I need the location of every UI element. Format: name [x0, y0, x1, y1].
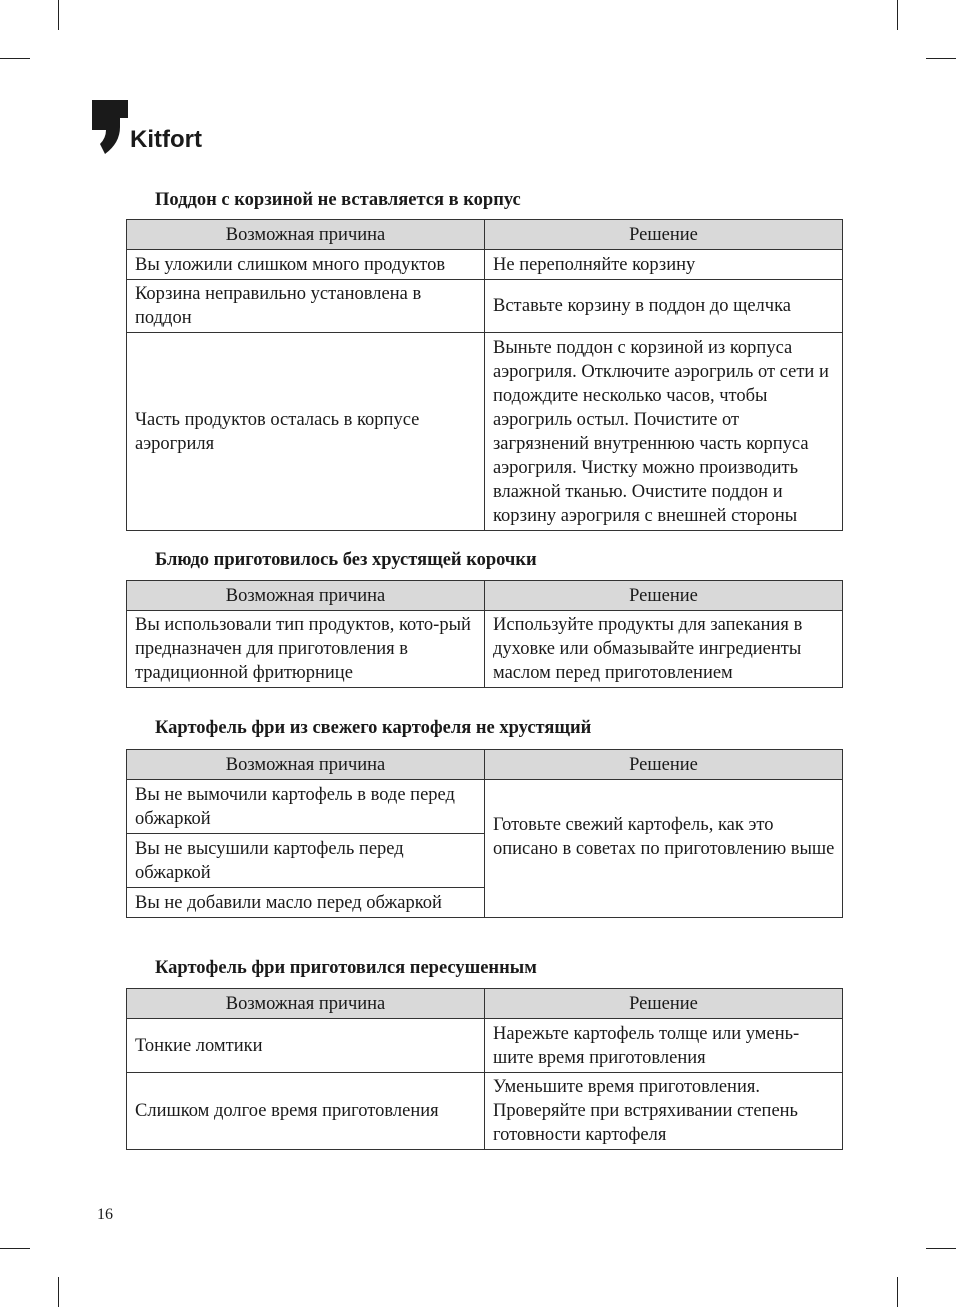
table-row	[127, 333, 843, 531]
column-header-solution: Решение	[485, 581, 843, 611]
cause-cell: Корзина неправильно установлена в поддон	[127, 280, 485, 333]
page-number: 16	[97, 1206, 113, 1223]
crop-mark	[58, 1277, 59, 1307]
column-header-solution: Решение	[485, 750, 843, 780]
troubleshooting-table	[126, 988, 843, 1150]
crop-mark	[897, 1277, 898, 1307]
column-header-solution: Решение	[485, 989, 843, 1019]
cause-cell: Вы не высушили картофель перед обжаркой	[127, 834, 485, 888]
cause-cell: Вы не вымочили картофель в воде перед обжаркой	[127, 780, 485, 834]
column-header-solution: Решение	[485, 220, 843, 250]
table-row	[127, 1073, 843, 1150]
solution-cell: Выньте поддон с корзиной из корпуса аэрогриля. Отключите аэрогриль от сети и подождите несколько часов, чтобы аэрогриль остыл. Почистите от загрязнений внутреннюю часть корпуса аэрогриля. Чистку можно производить влажной тканью. Очистите поддон и корзину аэрогриля с внешней стороны	[485, 333, 843, 531]
table-row	[127, 250, 843, 280]
cause-cell: Вы уложили слишком много продуктов	[127, 250, 485, 280]
cause-cell: Вы не добавили масло перед обжаркой	[127, 888, 485, 918]
brand-logo	[92, 100, 202, 154]
cause-cell: Часть продуктов осталась в корпусе аэрогриля	[127, 333, 485, 531]
solution-cell: Используйте продукты для запекания в духовке или обмазывайте ингредиенты маслом перед приготовлением	[485, 611, 843, 688]
column-header-cause: Возможная причина	[127, 220, 485, 250]
crop-mark	[0, 1248, 30, 1249]
table-row	[127, 611, 843, 688]
section-title: Блюдо приготовилось без хрустящей корочки	[155, 550, 537, 570]
crop-mark	[926, 58, 956, 59]
solution-cell: Вставьте корзину в поддон до щелчка	[485, 280, 843, 333]
table-row	[127, 780, 843, 834]
solution-cell: Уменьшите время приготовления. Проверяйте при встряхивании степень готовности картофеля	[485, 1073, 843, 1150]
troubleshooting-table	[126, 580, 843, 688]
cause-cell: Вы использовали тип продуктов, кото-рый предназначен для приготовления в традиционной фритюрнице	[127, 611, 485, 688]
crop-mark	[58, 0, 59, 30]
column-header-cause: Возможная причина	[127, 581, 485, 611]
kitfort-logo-icon	[92, 100, 128, 154]
crop-mark	[0, 58, 30, 59]
troubleshooting-table	[126, 749, 843, 918]
troubleshooting-table	[126, 219, 843, 531]
solution-cell: Нарежьте картофель толще или умень-шите время приготовления	[485, 1019, 843, 1073]
brand-name: Kitfort	[130, 126, 202, 153]
table-row	[127, 1019, 843, 1073]
column-header-cause: Возможная причина	[127, 989, 485, 1019]
cause-cell: Слишком долгое время приготовления	[127, 1073, 485, 1150]
solution-cell: Не переполняйте корзину	[485, 250, 843, 280]
cause-cell: Тонкие ломтики	[127, 1019, 485, 1073]
section-title: Поддон с корзиной не вставляется в корпус	[155, 190, 521, 210]
table-row	[127, 280, 843, 333]
section-title: Картофель фри приготовился пересушенным	[155, 958, 537, 978]
column-header-cause: Возможная причина	[127, 750, 485, 780]
crop-mark	[926, 1248, 956, 1249]
solution-cell: Готовьте свежий картофель, как это описано в советах по приготовлению выше	[485, 780, 843, 918]
crop-mark	[897, 0, 898, 30]
section-title: Картофель фри из свежего картофеля не хрустящий	[155, 718, 592, 738]
